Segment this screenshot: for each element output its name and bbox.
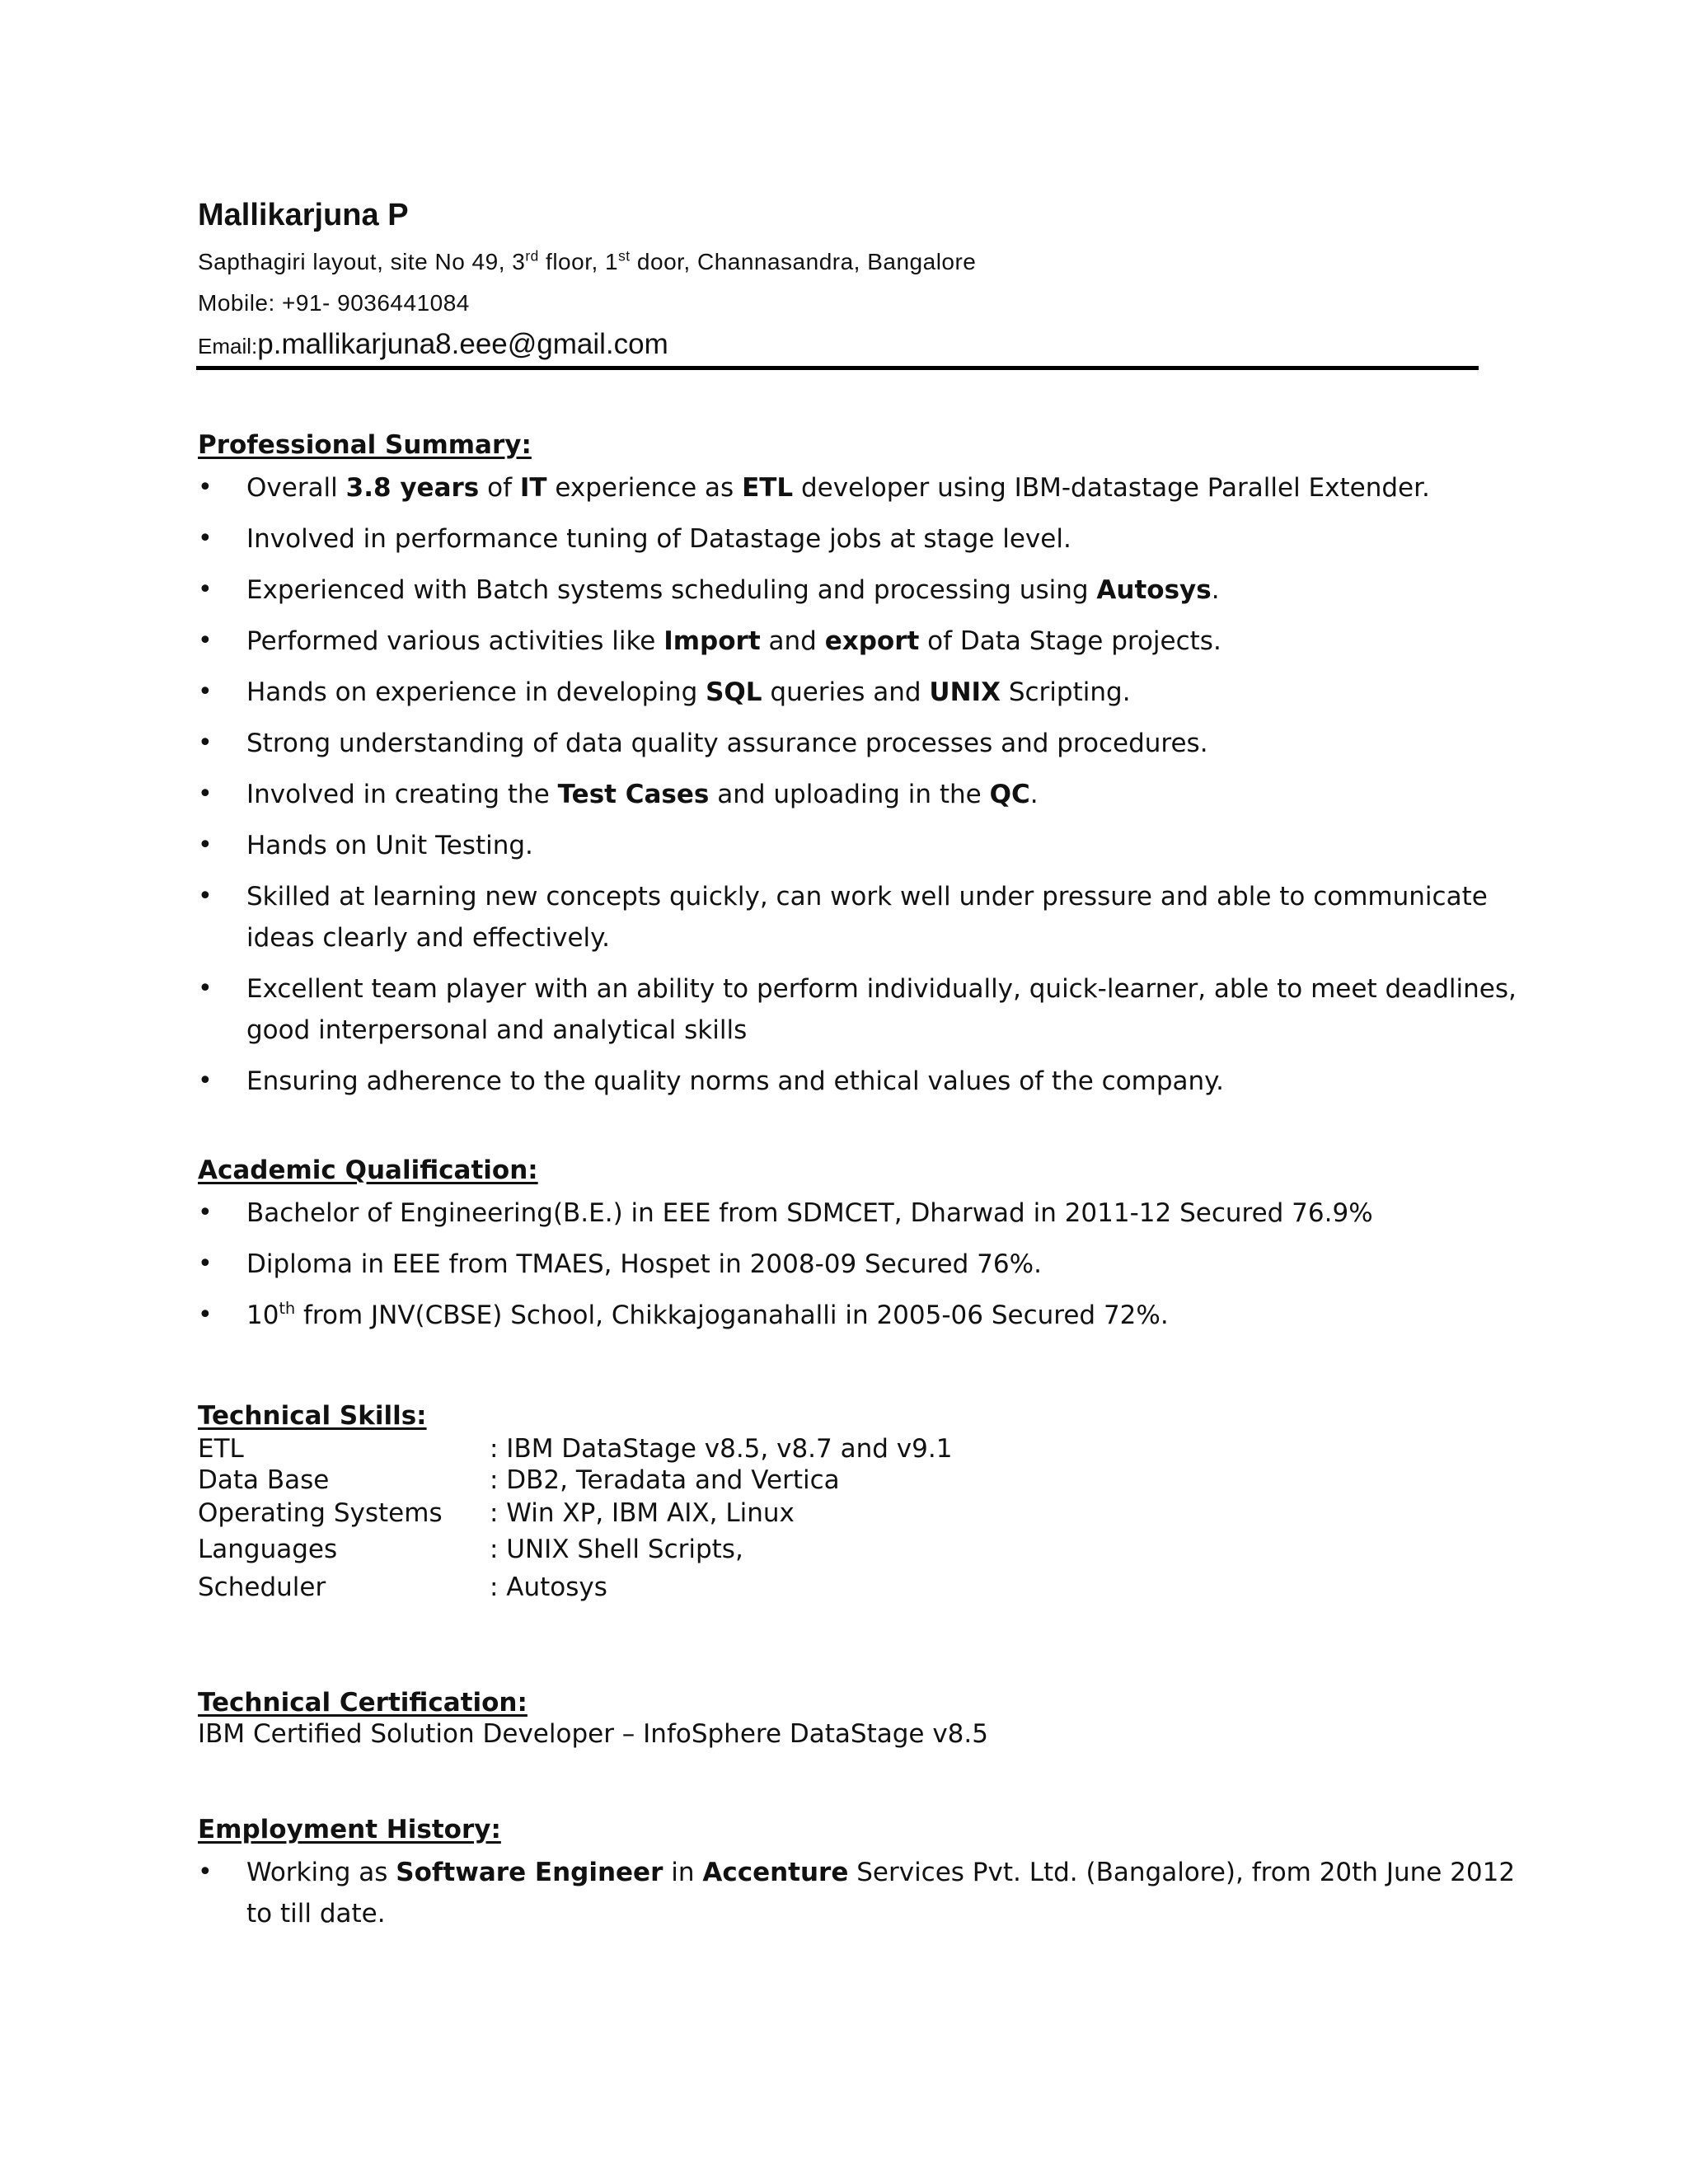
skill-value: : Autosys bbox=[490, 1572, 607, 1602]
bold-text: Autosys bbox=[1096, 575, 1212, 605]
text-run: Involved in performance tuning of Datastage jobs at stage level. bbox=[246, 524, 1071, 554]
text-run: in bbox=[663, 1858, 703, 1887]
text-run: Performed various activities like bbox=[246, 626, 664, 656]
list-item bbox=[198, 1193, 1532, 1234]
superscript-text: th bbox=[279, 1299, 296, 1319]
list-item bbox=[198, 968, 1532, 1051]
text-run: of Data Stage projects. bbox=[919, 626, 1221, 656]
academic-heading: Academic Qualification: bbox=[198, 1155, 538, 1185]
skill-name: Languages bbox=[198, 1535, 338, 1564]
bold-text: QC bbox=[989, 780, 1030, 809]
certification-text: IBM Certified Solution Developer – InfoSphere DataStage v8.5 bbox=[198, 1719, 988, 1749]
list-item bbox=[198, 1852, 1532, 1934]
text-run: developer using IBM-datastage Parallel Extender. bbox=[793, 473, 1430, 503]
certification-heading: Technical Certification: bbox=[198, 1688, 528, 1718]
bold-text: SQL bbox=[706, 677, 762, 707]
bold-text: Test Cases bbox=[557, 780, 710, 809]
list-item bbox=[198, 774, 1532, 815]
list-item bbox=[198, 723, 1532, 764]
skill-value: : IBM DataStage v8.5, v8.7 and v9.1 bbox=[490, 1434, 953, 1464]
candidate-name: Mallikarjuna P bbox=[198, 198, 409, 232]
skill-name: Scheduler bbox=[198, 1572, 326, 1602]
text-run: and bbox=[760, 626, 825, 656]
text-run: Skilled at learning new concepts quickly, can work well under pressure and able to communicate ideas clearly and effectively. bbox=[246, 882, 1488, 953]
skill-value: : UNIX Shell Scripts, bbox=[490, 1535, 743, 1564]
email-line bbox=[198, 328, 668, 361]
summary-heading: Professional Summary: bbox=[198, 430, 532, 460]
skill-row bbox=[198, 1465, 1187, 1497]
header-divider bbox=[196, 366, 1479, 370]
address-sup-2: st bbox=[618, 247, 631, 265]
bold-text: Accenture bbox=[702, 1858, 849, 1887]
text-run: queries and bbox=[762, 677, 930, 707]
text-run: from JNV(CBSE) School, Chikkajoganahalli in 2005-06 Secured 72%. bbox=[295, 1301, 1169, 1330]
text-run: Experienced with Batch systems scheduling and processing using bbox=[246, 575, 1097, 605]
skills-heading: Technical Skills: bbox=[198, 1401, 427, 1431]
text-run: Strong understanding of data quality assurance processes and procedures. bbox=[246, 729, 1208, 758]
list-item bbox=[198, 569, 1532, 611]
text-run: Scripting. bbox=[1000, 677, 1131, 707]
bold-text: ETL bbox=[742, 473, 794, 503]
list-item bbox=[198, 1295, 1532, 1336]
text-run: Working as bbox=[246, 1858, 396, 1887]
address-part-3: door, Channasandra, Bangalore bbox=[630, 249, 977, 274]
bold-text: export bbox=[824, 626, 920, 656]
list-item bbox=[198, 1061, 1532, 1102]
list-item bbox=[198, 672, 1532, 713]
list-item bbox=[198, 825, 1532, 866]
list-item bbox=[198, 876, 1532, 958]
list-item bbox=[198, 621, 1532, 662]
text-run: Overall bbox=[246, 473, 346, 503]
skill-row bbox=[198, 1434, 1187, 1466]
list-item bbox=[198, 518, 1532, 560]
list-item bbox=[198, 467, 1532, 509]
text-run: Excellent team player with an ability to perform individually, quick-learner, able to meet deadlines, good interpersonal and analytical skills bbox=[246, 974, 1517, 1045]
skill-value: : DB2, Teradata and Vertica bbox=[490, 1465, 840, 1495]
skill-row bbox=[198, 1498, 1187, 1530]
text-run: experience as bbox=[546, 473, 743, 503]
text-run: of bbox=[479, 473, 520, 503]
text-run: Bachelor of Engineering(B.E.) in EEE from SDMCET, Dharwad in 2011-12 Secured 76.9% bbox=[246, 1198, 1373, 1228]
mobile-line: Mobile: +91- 9036441084 bbox=[198, 290, 470, 316]
skill-row bbox=[198, 1572, 1187, 1605]
skill-value: : Win XP, IBM AIX, Linux bbox=[490, 1498, 795, 1528]
bold-text: Software Engineer bbox=[396, 1858, 663, 1887]
address-sup-1: rd bbox=[525, 247, 539, 265]
text-run: Diploma in EEE from TMAES, Hospet in 2008-09 Secured 76%. bbox=[246, 1249, 1042, 1279]
text-run: 10 bbox=[246, 1301, 279, 1330]
list-item bbox=[198, 1244, 1532, 1285]
text-run: Ensuring adherence to the quality norms and ethical values of the company. bbox=[246, 1066, 1224, 1096]
bold-text: UNIX bbox=[929, 677, 1001, 707]
bold-text: IT bbox=[519, 473, 547, 503]
skill-name: ETL bbox=[198, 1434, 244, 1464]
skill-name: Operating Systems bbox=[198, 1498, 443, 1528]
address-part-1: Sapthagiri layout, site No 49, 3 bbox=[198, 249, 526, 274]
text-run: Hands on experience in developing bbox=[246, 677, 706, 707]
skill-row bbox=[198, 1535, 1187, 1567]
email-address: p.mallikarjuna8.eee@gmail.com bbox=[257, 328, 668, 360]
bold-text: 3.8 years bbox=[345, 473, 480, 503]
address-part-2: floor, 1 bbox=[538, 249, 619, 274]
text-run: Involved in creating the bbox=[246, 780, 558, 809]
text-run: . bbox=[1211, 575, 1220, 605]
text-run: and uploading in the bbox=[709, 780, 990, 809]
skill-name: Data Base bbox=[198, 1465, 330, 1495]
employment-heading: Employment History: bbox=[198, 1815, 501, 1844]
address-line bbox=[198, 249, 976, 275]
email-label: Email: bbox=[198, 334, 258, 359]
text-run: . bbox=[1029, 780, 1039, 809]
text-run: Hands on Unit Testing. bbox=[246, 831, 533, 860]
text-run: Services Pvt. Ltd. (Bangalore), from 20th June 2012 to till date. bbox=[246, 1858, 1516, 1929]
bold-text: Import bbox=[663, 626, 761, 656]
